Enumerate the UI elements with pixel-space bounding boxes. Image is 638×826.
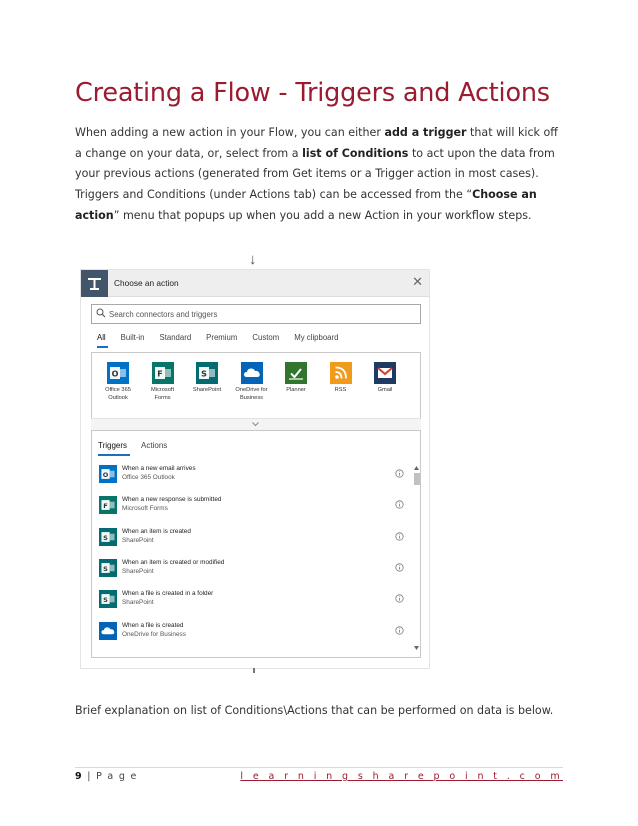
trigger-row[interactable] bbox=[98, 618, 404, 644]
trigger-row[interactable] bbox=[98, 492, 404, 518]
trigger-connector: Office 365 Outlook bbox=[122, 474, 175, 481]
connector-rss[interactable] bbox=[319, 362, 363, 395]
page-title: Creating a Flow - Triggers and Actions bbox=[75, 78, 550, 108]
outlook-icon bbox=[107, 362, 129, 384]
trigger-connector: Microsoft Forms bbox=[122, 505, 168, 513]
search-input[interactable] bbox=[109, 307, 414, 321]
onedrive-icon bbox=[241, 362, 263, 384]
connector-line bbox=[253, 668, 255, 673]
svg-text:S: S bbox=[103, 564, 108, 573]
trigger-title: When a file is created in a folder bbox=[122, 590, 214, 598]
connector-label: SharePoint bbox=[192, 387, 222, 393]
svg-text:F: F bbox=[103, 502, 108, 511]
scrollbar[interactable] bbox=[413, 465, 420, 651]
info-icon[interactable] bbox=[395, 469, 404, 478]
connector-label: Planner bbox=[286, 387, 306, 393]
connector-label: Office 365 Outlook bbox=[105, 387, 131, 401]
close-icon[interactable]: ✕ bbox=[412, 274, 423, 289]
svg-text:S: S bbox=[103, 596, 108, 605]
page-word: P a g e bbox=[96, 771, 138, 782]
connector-outlook[interactable] bbox=[96, 362, 140, 402]
trigger-title: When a new response is submitted bbox=[122, 496, 222, 504]
page-footer: 9 | P a g e bbox=[75, 771, 138, 782]
onedrive-icon bbox=[99, 622, 117, 640]
active-tab-indicator bbox=[98, 454, 130, 456]
dialog-header bbox=[81, 270, 429, 297]
sharepoint-icon bbox=[99, 528, 117, 546]
trigger-title: When an item is created or modified bbox=[122, 558, 225, 566]
trigger-connector: SharePoint bbox=[122, 567, 154, 575]
connector-forms[interactable] bbox=[141, 362, 185, 402]
connector-label: Microsoft Forms bbox=[150, 387, 175, 401]
trigger-row[interactable] bbox=[98, 586, 404, 612]
triggers-panel bbox=[91, 430, 421, 658]
info-icon[interactable] bbox=[395, 594, 404, 603]
svg-text:O: O bbox=[111, 369, 119, 379]
explanation-paragraph: Brief explanation on list of Conditions\Actions that can be performed on data is below. bbox=[75, 704, 554, 717]
connector-planner[interactable] bbox=[274, 362, 318, 395]
scroll-up-icon[interactable] bbox=[413, 465, 420, 471]
forms-icon bbox=[152, 362, 174, 384]
sharepoint-icon bbox=[196, 362, 218, 384]
trigger-connector: SharePoint bbox=[122, 599, 154, 607]
connector-gmail[interactable] bbox=[363, 362, 407, 395]
search-box[interactable] bbox=[91, 304, 421, 324]
page-number: 9 bbox=[75, 771, 83, 782]
tab-actions[interactable]: Actions bbox=[141, 441, 168, 450]
connector-label: OneDrive for Business bbox=[235, 387, 268, 401]
bold-choose-an-action: Choose an action bbox=[75, 188, 537, 222]
tab-my-clipboard[interactable]: My clipboard bbox=[294, 333, 339, 342]
gmail-icon bbox=[374, 362, 396, 384]
trigger-title: When a file is created bbox=[122, 621, 184, 629]
category-tabs bbox=[97, 333, 353, 342]
info-icon[interactable] bbox=[395, 626, 404, 635]
trigger-connector: OneDrive for Business bbox=[122, 630, 186, 638]
connector-sharepoint[interactable] bbox=[185, 362, 229, 395]
svg-text:F: F bbox=[156, 369, 163, 379]
scroll-thumb[interactable] bbox=[414, 473, 420, 485]
trigger-connector: SharePoint bbox=[122, 536, 154, 544]
tab-standard[interactable]: Standard bbox=[159, 333, 192, 342]
trigger-row[interactable] bbox=[98, 555, 404, 581]
scroll-down-icon[interactable] bbox=[413, 645, 420, 651]
bold-add-a-trigger: add a trigger bbox=[384, 126, 467, 139]
connector-label: RSS bbox=[334, 387, 347, 393]
site-link[interactable]: l e a r n i n g s h a r e p o i n t . c o m bbox=[240, 771, 563, 782]
sharepoint-icon bbox=[99, 590, 117, 608]
sharepoint-icon bbox=[99, 559, 117, 577]
search-icon bbox=[96, 308, 106, 318]
tab-custom[interactable]: Custom bbox=[252, 333, 280, 342]
footer-divider bbox=[75, 767, 563, 768]
tab-all[interactable]: All bbox=[97, 333, 106, 342]
tab-premium[interactable]: Premium bbox=[206, 333, 238, 342]
info-icon[interactable] bbox=[395, 532, 404, 541]
tab-triggers[interactable]: Triggers bbox=[98, 441, 128, 450]
svg-text:S: S bbox=[103, 533, 108, 542]
intro-paragraph: When adding a new action in your Flow, you can either add a trigger that will kick off a change on your data, or, select from a list of Conditions to act upon the data from your previous actions (generated from Get items or a Trigger action in most cases). bbox=[75, 126, 558, 180]
info-icon[interactable] bbox=[395, 500, 404, 509]
choose-action-screenshot bbox=[80, 269, 430, 669]
trigger-action-tabs bbox=[98, 441, 181, 450]
forms-icon bbox=[99, 496, 117, 514]
dialog-title: Choose an action bbox=[114, 278, 179, 288]
connector-label: Gmail bbox=[377, 387, 393, 393]
trigger-title: When a new email arrives bbox=[122, 465, 196, 472]
rss-icon bbox=[330, 362, 352, 384]
chevron-down-icon bbox=[251, 420, 260, 428]
tab-built-in[interactable]: Built-in bbox=[120, 333, 145, 342]
access-paragraph: Triggers and Conditions (under Actions tab) can be accessed from the “Choose an action” menu that popups up when you add a new Action in your workflow steps. bbox=[75, 188, 537, 222]
info-icon[interactable] bbox=[395, 563, 404, 572]
planner-icon bbox=[285, 362, 307, 384]
down-arrow-icon: ↓ bbox=[249, 251, 257, 268]
bold-list-of-conditions: list of Conditions bbox=[302, 146, 409, 160]
trigger-title: When an item is created bbox=[122, 527, 191, 535]
trigger-row[interactable] bbox=[98, 524, 404, 550]
svg-text:O: O bbox=[102, 470, 109, 479]
outlook-icon bbox=[99, 465, 117, 483]
collapse-bar[interactable] bbox=[91, 418, 421, 430]
active-tab-indicator bbox=[97, 346, 108, 348]
trigger-row[interactable] bbox=[98, 461, 404, 487]
svg-text:S: S bbox=[201, 369, 207, 379]
action-step-icon bbox=[81, 270, 108, 297]
connector-onedrive[interactable] bbox=[230, 362, 274, 402]
